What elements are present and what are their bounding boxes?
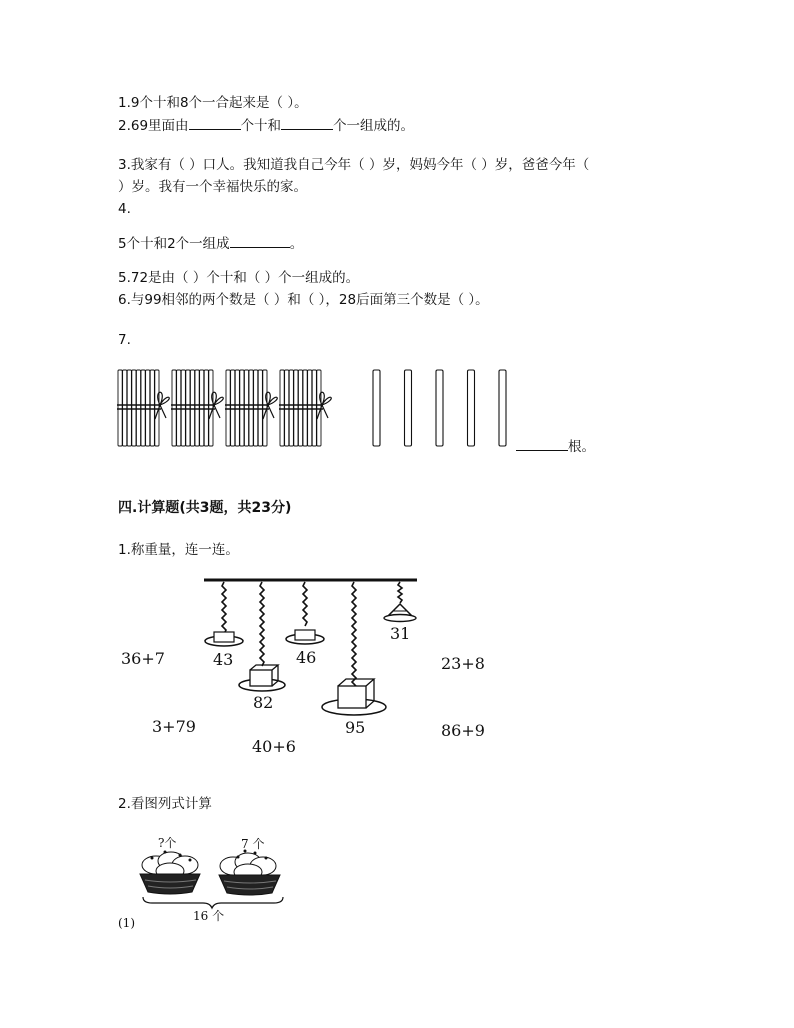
sub-question-1: (1) xyxy=(118,916,135,930)
question-4-part-b: 。 xyxy=(289,236,304,252)
section-4-heading: 四.计算题(共3题，共23分) xyxy=(118,500,292,516)
right-basket-label: 7 个 xyxy=(241,837,265,851)
expression-40-6[interactable]: 40+6 xyxy=(252,737,296,756)
weight-label-43: 43 xyxy=(213,650,234,669)
section-4-question-1: 1.称重量，连一连。 xyxy=(118,542,239,558)
expression-86-9[interactable]: 86+9 xyxy=(441,721,485,740)
weight-label-31: 31 xyxy=(390,624,411,643)
weight-label-95: 95 xyxy=(345,718,366,737)
question-6: 6.与99相邻的两个数是（ ）和（ ），28后面第三个数是（ ）。 xyxy=(118,292,489,308)
question-3-line-2: ）岁。我有一个幸福快乐的家。 xyxy=(118,179,307,195)
expression-36-7[interactable]: 36+7 xyxy=(121,649,165,668)
question-2-part-b: 个十和 xyxy=(240,118,282,134)
weight-label-46: 46 xyxy=(296,648,317,667)
question-2-part-a: 2.69里面由 xyxy=(118,118,189,134)
left-basket-label: ?个 xyxy=(158,836,177,850)
question-7-unit: 根。 xyxy=(568,439,595,455)
weight-label-82: 82 xyxy=(253,693,274,712)
question-3-line-1: 3.我家有（ ）口人。我知道我自己今年（ ）岁，妈妈今年（ ）岁，爸爸今年（ xyxy=(118,157,590,173)
question-7-number: 7. xyxy=(118,332,131,348)
question-5: 5.72是由（ ）个十和（ ）个一组成的。 xyxy=(118,270,360,286)
question-2-part-c: 个一组成的。 xyxy=(333,118,415,134)
basket-right xyxy=(219,850,280,896)
expression-23-8[interactable]: 23+8 xyxy=(441,654,485,673)
question-1: 1.9个十和8个一合起来是（ ）。 xyxy=(118,95,308,111)
question-4-part-a: 5个十和2个一组成 xyxy=(118,236,230,252)
basket-left xyxy=(140,851,200,895)
total-label: 16 个 xyxy=(193,909,225,923)
section-4-question-2: 2.看图列式计算 xyxy=(118,796,212,812)
expression-3-79[interactable]: 3+79 xyxy=(152,717,196,736)
question-4-number: 4. xyxy=(118,201,131,217)
total-brace xyxy=(143,897,283,908)
